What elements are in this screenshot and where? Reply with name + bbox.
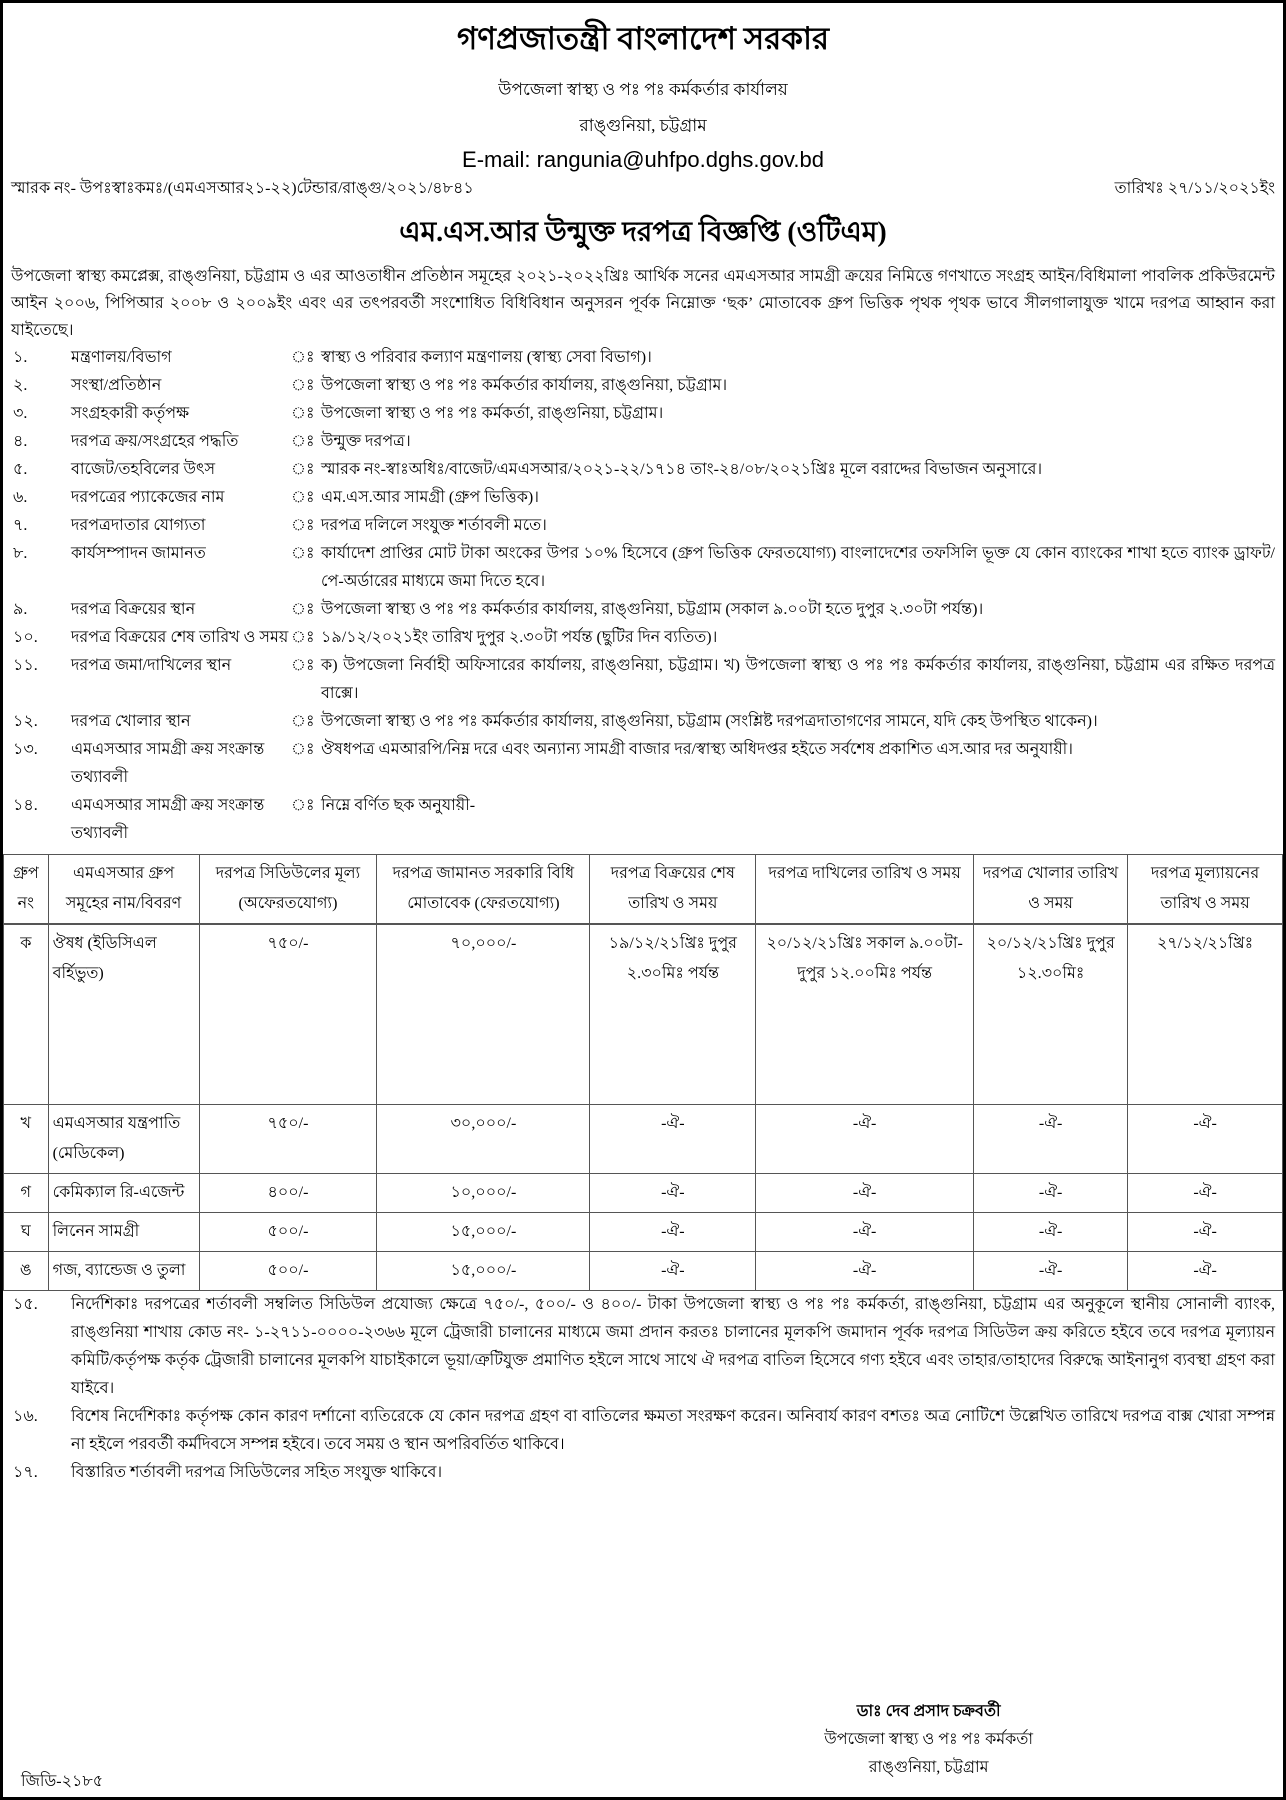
item-label: দরপত্র খোলার স্থান — [71, 713, 191, 730]
note-item — [11, 1291, 1275, 1403]
signatory-designation: উপজেলা স্বাস্থ্য ও পঃ পঃ কর্মকর্তা — [824, 1731, 1033, 1748]
item-number: ৯. — [13, 601, 28, 618]
colon: ঃ — [291, 433, 315, 450]
colon: ঃ — [291, 461, 315, 478]
table-cell: ঙ — [4, 1251, 49, 1290]
colon: ঃ — [291, 629, 315, 646]
colon: ঃ — [291, 797, 315, 814]
table-cell: -ঐ- — [756, 1104, 974, 1173]
list-item — [11, 596, 1275, 624]
item-label: দরপত্র জমা/দাখিলের স্থান — [71, 657, 232, 674]
note-text: বিশেষ নির্দেশিকাঃ কর্তৃপক্ষ কোন কারণ দর্শানো ব্যতিরেকে যে কোন দরপত্র গ্রহণ বা বাতিলের ক্ষমতা সংরক্ষণ করেন। অনিবার্য কারণ বশতঃ অত্র নোটিশে উল্লেখিত তারিখে দরপত্র বাক্স খোরা সম্পন্ন না হইলে পরবর্তী কর্মদিবসে সম্পন্ন হইবে। তবে সময় ও স্থান অপরিবর্তিত থাকিবে। — [71, 1407, 1275, 1453]
signature-block — [824, 1698, 1033, 1782]
column-header: দরপত্র খোলার তারিখ ও সময় — [974, 855, 1128, 925]
colon: ঃ — [291, 377, 315, 394]
table-cell: ৩০,০০০/- — [377, 1104, 590, 1173]
item-number: ৮. — [13, 545, 28, 562]
signatory-name: ডাঃ দেব প্রসাদ চক্রবর্তী — [856, 1703, 1001, 1720]
group-table — [3, 854, 1283, 1291]
list-item — [11, 428, 1275, 456]
item-number: ১৪. — [13, 797, 38, 814]
item-value: নিম্নে বর্ণিত ছক অনুযায়ী- — [321, 797, 476, 814]
item-label: এমএসআর সামগ্রী ক্রয় সংক্রান্ত তথ্যাবলী — [71, 797, 265, 842]
gd-number: জিডি-২১৮৫ — [21, 1773, 104, 1790]
colon: ঃ — [291, 713, 315, 730]
table-cell: ৫০০/- — [199, 1212, 377, 1251]
table-cell: ২৭/১২/২১খ্রিঃ — [1128, 924, 1283, 1104]
intro-paragraph: উপজেলা স্বাস্থ্য কমপ্লেক্স, রাঙ্গুনিয়া, চট্টগ্রাম ও এর আওতাধীন প্রতিষ্ঠান সমূহের ২০২১-২০২২খ্রিঃ আর্থিক সনের এমএসআর সামগ্রী ক্রয়ের নিমিত্তে গণখাতে সংগ্রহ আইন/বিধিমালা পাবলিক প্রকিউরমেন্ট আইন ২০০৬, পিপিআর ২০০৮ ও ২০০৯ইং এবং এর তৎপরবর্তী সংশোধিত বিধিবিধান অনুসরন পূর্বক নিম্নোক্ত ‘ছক’ মোতাবেক গ্রুপ ভিত্তিক পৃথক পৃথক ভাবে সীলগালাযুক্ত খামে দরপত্র আহ্বান করা যাইতেছে। — [11, 268, 1275, 339]
list-item — [11, 540, 1275, 596]
colon: ঃ — [291, 545, 315, 562]
notice-title: এম.এস.আর উন্মুক্ত দরপত্র বিজ্ঞপ্তি (ওটিএম) — [399, 217, 887, 248]
list-item — [11, 456, 1275, 484]
table-cell: ২০/১২/২১খ্রিঃ দুপুর ১২.৩০মিঃ — [974, 924, 1128, 1104]
table-row — [4, 1104, 1283, 1173]
item-value: উপজেলা স্বাস্থ্য ও পঃ পঃ কর্মকর্তা, রাঙ্গুনিয়া, চট্টগ্রাম। — [321, 405, 664, 422]
column-header: দরপত্র সিডিউলের মূল্য (অফেরতযোগ্য) — [199, 855, 377, 925]
table-cell: গজ, ব্যান্ডেজ ও তুলা — [48, 1251, 199, 1290]
item-label: দরপত্র বিক্রয়ের স্থান — [71, 601, 196, 618]
list-item — [11, 372, 1275, 400]
table-cell: ঘ — [4, 1212, 49, 1251]
table-cell: ২০/১২/২১খ্রিঃ সকাল ৯.০০টা- দুপুর ১২.০০মিঃ পর্যন্ত — [756, 924, 974, 1104]
item-value: ১৯/১২/২০২১ইং তারিখ দুপুর ২.৩০টা পর্যন্ত (ছুটির দিন ব্যতিত)। — [321, 629, 718, 646]
table-cell: ১০,০০০/- — [377, 1173, 590, 1212]
item-value: এম.এস.আর সামগ্রী (গ্রুপ ভিত্তিক)। — [321, 489, 539, 506]
table-cell: -ঐ- — [1128, 1251, 1283, 1290]
item-label: দরপত্রদাতার যোগ্যতা — [71, 517, 206, 534]
list-item — [11, 652, 1275, 708]
item-label: সংস্থা/প্রতিষ্ঠান — [71, 377, 162, 394]
item-label: এমএসআর সামগ্রী ক্রয় সংক্রান্ত তথ্যাবলী — [71, 741, 265, 786]
list-item — [11, 708, 1275, 736]
note-item — [11, 1403, 1275, 1459]
colon: ঃ — [291, 741, 315, 758]
table-cell: ১৫,০০০/- — [377, 1212, 590, 1251]
item-value: কার্যাদেশ প্রাপ্তির মোট টাকা অংকের উপর ১০% হিসেবে (গ্রুপ ভিত্তিক ফেরতযোগ্য) বাংলাদেশের তফসিলি ভূক্ত যে কোন ব্যাংকের শাখা হতে ব্যাংক ড্রাফট/পে-অর্ডারের মাধ্যমে জমা দিতে হবে। — [321, 545, 1275, 590]
notes-list — [11, 1291, 1275, 1487]
note-item — [11, 1459, 1275, 1487]
table-cell: -ঐ- — [756, 1173, 974, 1212]
column-header: গ্রুপ নং — [4, 855, 49, 925]
signatory-place: রাঙ্গুনিয়া, চট্টগ্রাম — [868, 1759, 989, 1776]
table-cell: ৭৫০/- — [199, 924, 377, 1104]
table-row — [4, 1212, 1283, 1251]
list-item — [11, 344, 1275, 372]
item-label: দরপত্রের প্যাকেজের নাম — [71, 489, 225, 506]
column-header: দরপত্র জামানত সরকারি বিধি মোতাবেক (ফেরতযোগ্য) — [377, 855, 590, 925]
table-cell: কেমিক্যাল রি-এজেন্ট — [48, 1173, 199, 1212]
reference-row — [11, 175, 1275, 202]
table-cell: -ঐ- — [974, 1251, 1128, 1290]
item-number: ২. — [13, 377, 28, 394]
item-value: দরপত্র দলিলে সংযুক্ত শর্তাবলী মতে। — [321, 517, 547, 534]
note-number: ১৭. — [13, 1463, 38, 1481]
notice-date: তারিখঃ ২৭/১১/২০২১ইং — [1114, 180, 1275, 197]
item-value: উন্মুক্ত দরপত্র। — [321, 433, 411, 450]
item-value: স্মারক নং-স্বাঃঅধিঃ/বাজেট/এমএসআর/২০২১-২২/১৭১৪ তাং-২৪/০৮/২০২১খ্রিঃ মূলে বরাদ্দের বিভাজন অনুসারে। — [321, 461, 1043, 478]
government-title: গণপ্রজাতন্ত্রী বাংলাদেশ সরকার — [456, 21, 830, 56]
column-header: দরপত্র বিক্রয়ের শেষ তারিখ ও সময় — [590, 855, 756, 925]
table-cell: গ — [4, 1173, 49, 1212]
item-label: সংগ্রহকারী কর্তৃপক্ষ — [71, 405, 190, 422]
item-label: মন্ত্রণালয়/বিভাগ — [71, 349, 172, 366]
column-header: দরপত্র মূল্যায়নের তারিখ ও সময় — [1128, 855, 1283, 925]
table-cell: -ঐ- — [756, 1212, 974, 1251]
colon: ঃ — [291, 657, 315, 674]
table-cell: লিনেন সামগ্রী — [48, 1212, 199, 1251]
item-number: ১০. — [13, 629, 38, 646]
table-cell: -ঐ- — [590, 1251, 756, 1290]
note-number: ১৫. — [13, 1295, 38, 1313]
item-label: দরপত্র ক্রয়/সংগ্রহের পদ্ধতি — [71, 433, 239, 450]
table-cell: -ঐ- — [974, 1212, 1128, 1251]
list-item — [11, 400, 1275, 428]
list-item — [11, 792, 1275, 848]
list-item — [11, 512, 1275, 540]
item-number: ১২. — [13, 713, 38, 730]
item-number: ৫. — [13, 461, 28, 478]
item-number: ৭. — [13, 517, 28, 534]
item-number: ১. — [13, 349, 28, 366]
office-location: রাঙ্গুনিয়া, চট্টগ্রাম — [579, 116, 707, 135]
table-cell: -ঐ- — [590, 1212, 756, 1251]
colon: ঃ — [291, 405, 315, 422]
item-value: ঔষধপত্র এমআরপি/নিম্ন দরে এবং অন্যান্য সামগ্রী বাজার দর/স্বাস্থ্য অধিদপ্তর হইতে সর্বশেষ প্রকাশিত এস.আর দর অনুযায়ী। — [321, 741, 1073, 758]
table-cell: ৭০,০০০/- — [377, 924, 590, 1104]
table-cell: -ঐ- — [590, 1104, 756, 1173]
item-number: ৩. — [13, 405, 28, 422]
table-cell: -ঐ- — [974, 1173, 1128, 1212]
item-number: ৪. — [13, 433, 28, 450]
table-cell: এমএসআর যন্ত্রপাতি (মেডিকেল) — [48, 1104, 199, 1173]
item-value: উপজেলা স্বাস্থ্য ও পঃ পঃ কর্মকর্তার কার্যালয়, রাঙ্গুনিয়া, চট্টগ্রাম। — [321, 377, 728, 394]
table-cell: -ঐ- — [756, 1251, 974, 1290]
item-label: দরপত্র বিক্রয়ের শেষ তারিখ ও সময় — [71, 629, 289, 646]
list-item — [11, 484, 1275, 512]
colon: ঃ — [291, 489, 315, 506]
table-cell: ৪০০/- — [199, 1173, 377, 1212]
table-cell: ৭৫০/- — [199, 1104, 377, 1173]
note-number: ১৬. — [13, 1407, 38, 1425]
note-text: বিস্তারিত শর্তাবলী দরপত্র সিডিউলের সহিত সংযুক্ত থাকিবে। — [71, 1463, 443, 1481]
table-cell: ১৯/১২/২১খ্রিঃ দুপুর ২.৩০মিঃ পর্যন্ত — [590, 924, 756, 1104]
item-number: ৬. — [13, 489, 28, 506]
table-cell: খ — [4, 1104, 49, 1173]
column-header: এমএসআর গ্রুপ সমূহের নাম/বিবরণ — [48, 855, 199, 925]
table-cell: -ঐ- — [1128, 1173, 1283, 1212]
info-list — [11, 344, 1275, 848]
item-number: ১৩. — [13, 741, 38, 758]
table-cell: ১৫,০০০/- — [377, 1251, 590, 1290]
email-label: E-mail: — [462, 147, 537, 172]
item-number: ১১. — [13, 657, 38, 674]
table-cell: ক — [4, 924, 49, 1104]
table-cell: -ঐ- — [1128, 1212, 1283, 1251]
colon: ঃ — [291, 349, 315, 366]
office-name: উপজেলা স্বাস্থ্য ও পঃ পঃ কর্মকর্তার কার্যালয় — [498, 80, 788, 99]
item-value: স্বাস্থ্য ও পরিবার কল্যাণ মন্ত্রণালয় (স্বাস্থ্য সেবা বিভাগ)। — [321, 349, 652, 366]
table-cell: ঔষধ (ইডিসিএল বর্হিভুত) — [48, 924, 199, 1104]
item-value: উপজেলা স্বাস্থ্য ও পঃ পঃ কর্মকর্তার কার্যালয়, রাঙ্গুনিয়া, চট্টগ্রাম (সকাল ৯.০০টা হতে দুপুর ২.৩০টা পর্যন্ত)। — [321, 601, 984, 618]
email-line — [11, 147, 1275, 173]
table-cell: -ঐ- — [590, 1173, 756, 1212]
colon: ঃ — [291, 517, 315, 534]
column-header: দরপত্র দাখিলের তারিখ ও সময় — [756, 855, 974, 925]
item-value: উপজেলা স্বাস্থ্য ও পঃ পঃ কর্মকর্তার কার্যালয়, রাঙ্গুনিয়া, চট্টগ্রাম (সংশ্লিষ্ট দরপত্রদাতাগণের সামনে, যদি কেহ উপস্থিত থাকেন)। — [321, 713, 1098, 730]
note-text: নির্দেশিকাঃ দরপত্রের শর্তাবলী সম্বলিত সিডিউল প্রযোজ্য ক্ষেত্রে ৭৫০/-, ৫০০/- ও ৪০০/- টাকা উপজেলা স্বাস্থ্য ও পঃ পঃ কর্মকর্তা, রাঙ্গুনিয়া, চট্টগ্রাম এর অনুকূলে স্থানীয় সোনালী ব্যাংক, রাঙ্গুনিয়া শাখায় কোড নং- ১-২৭১১-০০০০-২৩৬৬ মূলে ট্রেজারী চালানের মাধ্যমে জমা প্রদান করতঃ চালানের মূলকপি জমাদান পূর্বক দরপত্র সিডিউল ক্রয় করিতে হইবে তবে দরপত্র মূল্যায়ন কমিটি/কর্তৃপক্ষ কর্তৃক ট্রেজারী চালানের মূলকপি যাচাইকালে ভূয়া/ত্রুটিযুক্ত প্রমাণিত হইলে সাথে সাথে ঐ দরপত্র বাতিল হিসেবে গণ্য হইবে এবং তাহার/তাহাদের বিরুদ্ধে আইনানুগ ব্যবস্থা গ্রহণ করা যাইবে। — [71, 1295, 1275, 1397]
list-item — [11, 736, 1275, 792]
memo-number: স্মারক নং- উপঃস্বাঃকমঃ/(এমএসআর২১-২২)টেন্ডার/রাঙ্গু/২০২১/৪৮৪১ — [11, 180, 474, 197]
table-row — [4, 1251, 1283, 1290]
table-row — [4, 1173, 1283, 1212]
table-cell: -ঐ- — [1128, 1104, 1283, 1173]
table-cell: -ঐ- — [974, 1104, 1128, 1173]
table-row — [4, 924, 1283, 1104]
list-item — [11, 624, 1275, 652]
item-label: কার্যসম্পাদন জামানত — [71, 545, 206, 562]
item-value: ক) উপজেলা নির্বাহী অফিসারের কার্যালয়, রাঙ্গুনিয়া, চট্টগ্রাম। খ) উপজেলা স্বাস্থ্য ও পঃ পঃ কর্মকর্তার কার্যালয়, রাঙ্গুনিয়া, চট্টগ্রাম এর রক্ষিত দরপত্র বাক্সে। — [321, 657, 1275, 702]
colon: ঃ — [291, 601, 315, 618]
table-cell: ৫০০/- — [199, 1251, 377, 1290]
email-link[interactable]: rangunia@uhfpo.dghs.gov.bd — [536, 147, 824, 172]
item-label: বাজেট/তহবিলের উৎস — [71, 461, 216, 478]
